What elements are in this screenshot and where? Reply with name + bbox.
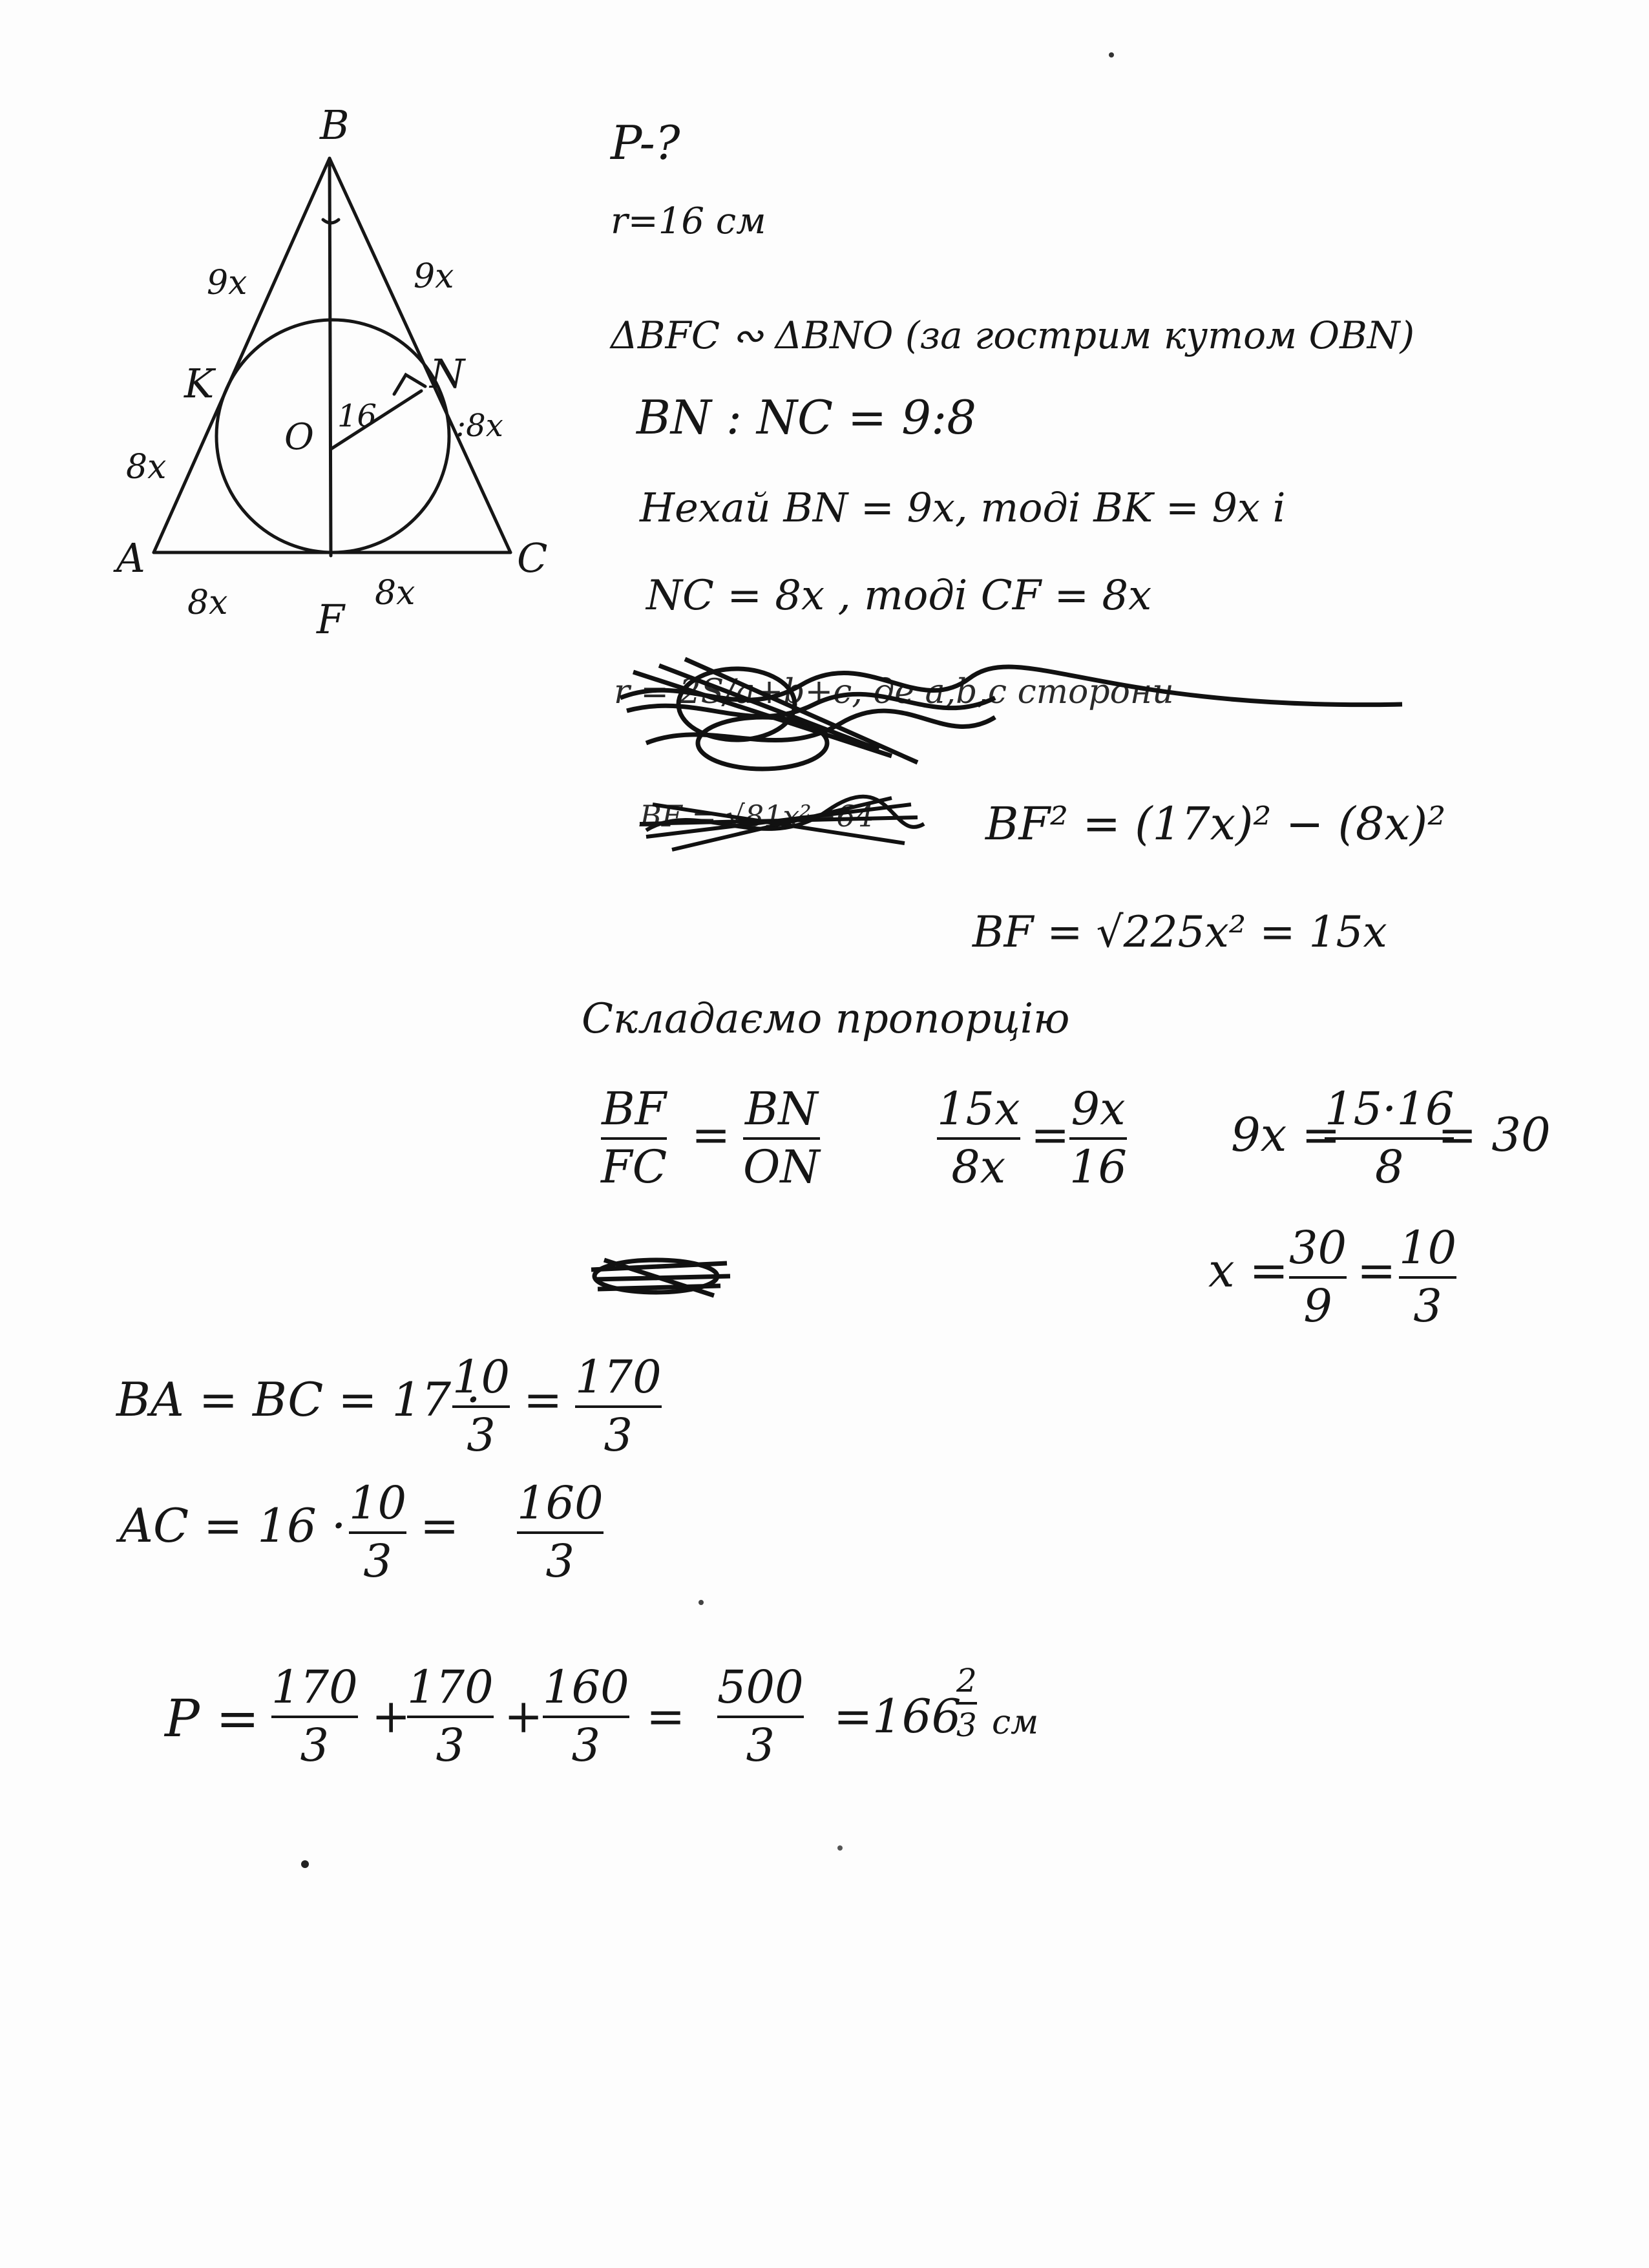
frac-den: 3: [956, 1706, 977, 1744]
x-lhs: x =: [1208, 1243, 1288, 1297]
frac-p2: [407, 1661, 494, 1772]
eq-sign: =: [1031, 1108, 1070, 1162]
frac-den: 8: [1374, 1140, 1404, 1193]
scribble-block-3: [585, 1244, 740, 1302]
frac-num: 9x: [1071, 1082, 1126, 1135]
incircle: [216, 320, 449, 552]
frac-num: 10: [349, 1476, 407, 1529]
label-ak: 8x: [126, 448, 167, 487]
let-line-2: NC = 8x , тоді CF = 8x: [646, 572, 1152, 620]
similar-triangles: ΔBFC ∾ ΔBNO (за гострим кутом OBN): [611, 313, 1415, 357]
eq-sign: =: [1357, 1243, 1396, 1297]
find-perimeter: P-?: [611, 116, 680, 170]
eq-sign: =: [523, 1372, 563, 1427]
frac-den: 3: [1413, 1279, 1442, 1332]
frac-den: 8x: [951, 1140, 1006, 1193]
frac-num: 500: [717, 1661, 804, 1714]
perimeter-unit: см: [992, 1703, 1039, 1742]
ac-lhs: AC = 16 ·: [120, 1498, 346, 1553]
frac-den: 3: [300, 1718, 330, 1772]
bf-squared: BF² = (17x)² − (8x)²: [985, 797, 1446, 850]
label-af: 8x: [187, 583, 228, 622]
frac-num: 170: [575, 1350, 662, 1403]
given-radius: r=16 см: [611, 200, 766, 242]
nine-x-result: = 30: [1438, 1108, 1551, 1162]
eq-sign: =: [834, 1689, 873, 1743]
frac-num: 15·16: [1325, 1082, 1455, 1135]
frac-bf-fc: [601, 1082, 667, 1193]
frac-10-3: [1399, 1221, 1457, 1332]
frac-15x16-8: [1325, 1082, 1455, 1193]
eq-sign: =: [691, 1108, 731, 1162]
frac-15x-8x: [937, 1082, 1020, 1193]
struck-formula: r = 2S/a+b+c, де a,b,c сторони: [614, 673, 1174, 711]
frac-bn-on: [743, 1082, 820, 1193]
vertex-a: A: [116, 534, 145, 582]
vertex-f: F: [317, 596, 345, 643]
vertex-k: K: [184, 360, 215, 407]
frac-num: 160: [517, 1476, 604, 1529]
nine-x-lhs: 9x =: [1231, 1108, 1341, 1162]
frac-ac-10-3: [349, 1476, 407, 1588]
side-ab: [154, 158, 330, 552]
plus-sign: +: [504, 1689, 543, 1743]
frac-den: 3: [363, 1534, 392, 1588]
frac-num: 15x: [937, 1082, 1020, 1135]
center-o: O: [284, 416, 314, 458]
side-bc: [330, 158, 510, 552]
vertex-n: N: [430, 350, 465, 397]
frac-num: BN: [744, 1082, 818, 1135]
scribble-block-2: [633, 785, 930, 863]
frac-170-3: [575, 1350, 662, 1462]
frac-2-3: [956, 1664, 977, 1742]
frac-p1: [271, 1661, 358, 1772]
frac-num: 170: [407, 1661, 494, 1714]
frac-num: 10: [452, 1350, 510, 1403]
label-fc: 8x: [375, 574, 415, 613]
perimeter-whole: 166: [872, 1689, 961, 1743]
frac-num: 2: [956, 1662, 977, 1699]
frac-num: 170: [271, 1661, 358, 1714]
frac-ba-10-3: [452, 1350, 510, 1462]
frac-den: FC: [601, 1140, 667, 1193]
altitude-bf: [330, 158, 331, 556]
frac-num: 160: [543, 1661, 629, 1714]
frac-den: 3: [467, 1408, 496, 1462]
frac-num: BF: [602, 1082, 667, 1135]
perimeter-lhs: P =: [165, 1688, 260, 1748]
frac-den: 3: [746, 1718, 775, 1772]
scribble-block-1: [607, 646, 1422, 775]
proportion-title: Складаємо пропорцію: [582, 995, 1070, 1043]
label-bk: 9x: [207, 264, 247, 302]
struck-bf: BF = √81x²−64: [640, 799, 874, 834]
label-nc: :8x: [456, 408, 503, 444]
frac-p3: [543, 1661, 629, 1772]
label-bn: 9x: [414, 257, 454, 296]
eq-sign: =: [646, 1689, 686, 1743]
frac-500-3: [717, 1661, 804, 1772]
frac-160-3: [517, 1476, 604, 1588]
frac-den: 9: [1303, 1279, 1332, 1332]
frac-num: 30: [1289, 1221, 1347, 1274]
frac-den: ON: [743, 1140, 820, 1193]
frac-den: 3: [545, 1534, 575, 1588]
ratio-line: BN : NC = 9:8: [636, 390, 977, 445]
frac-den: 3: [604, 1408, 633, 1462]
triangle-diagram: [97, 90, 678, 769]
let-line-1: Нехай BN = 9x, тоді BK = 9x і: [640, 484, 1286, 531]
plus-sign: +: [372, 1689, 411, 1743]
vertex-c: C: [517, 534, 548, 582]
radius-label: 16: [337, 398, 377, 434]
frac-den: 16: [1069, 1140, 1128, 1193]
frac-num: 10: [1399, 1221, 1457, 1274]
frac-9x-16: [1069, 1082, 1128, 1193]
bf-value: BF = √225x² = 15x: [972, 907, 1387, 957]
vertex-b: B: [320, 101, 350, 149]
eq-sign: =: [420, 1498, 459, 1553]
frac-den: 3: [436, 1718, 465, 1772]
frac-den: 3: [571, 1718, 601, 1772]
ba-lhs: BA = BC = 17 ·: [116, 1372, 481, 1427]
frac-30-9: [1289, 1221, 1347, 1332]
